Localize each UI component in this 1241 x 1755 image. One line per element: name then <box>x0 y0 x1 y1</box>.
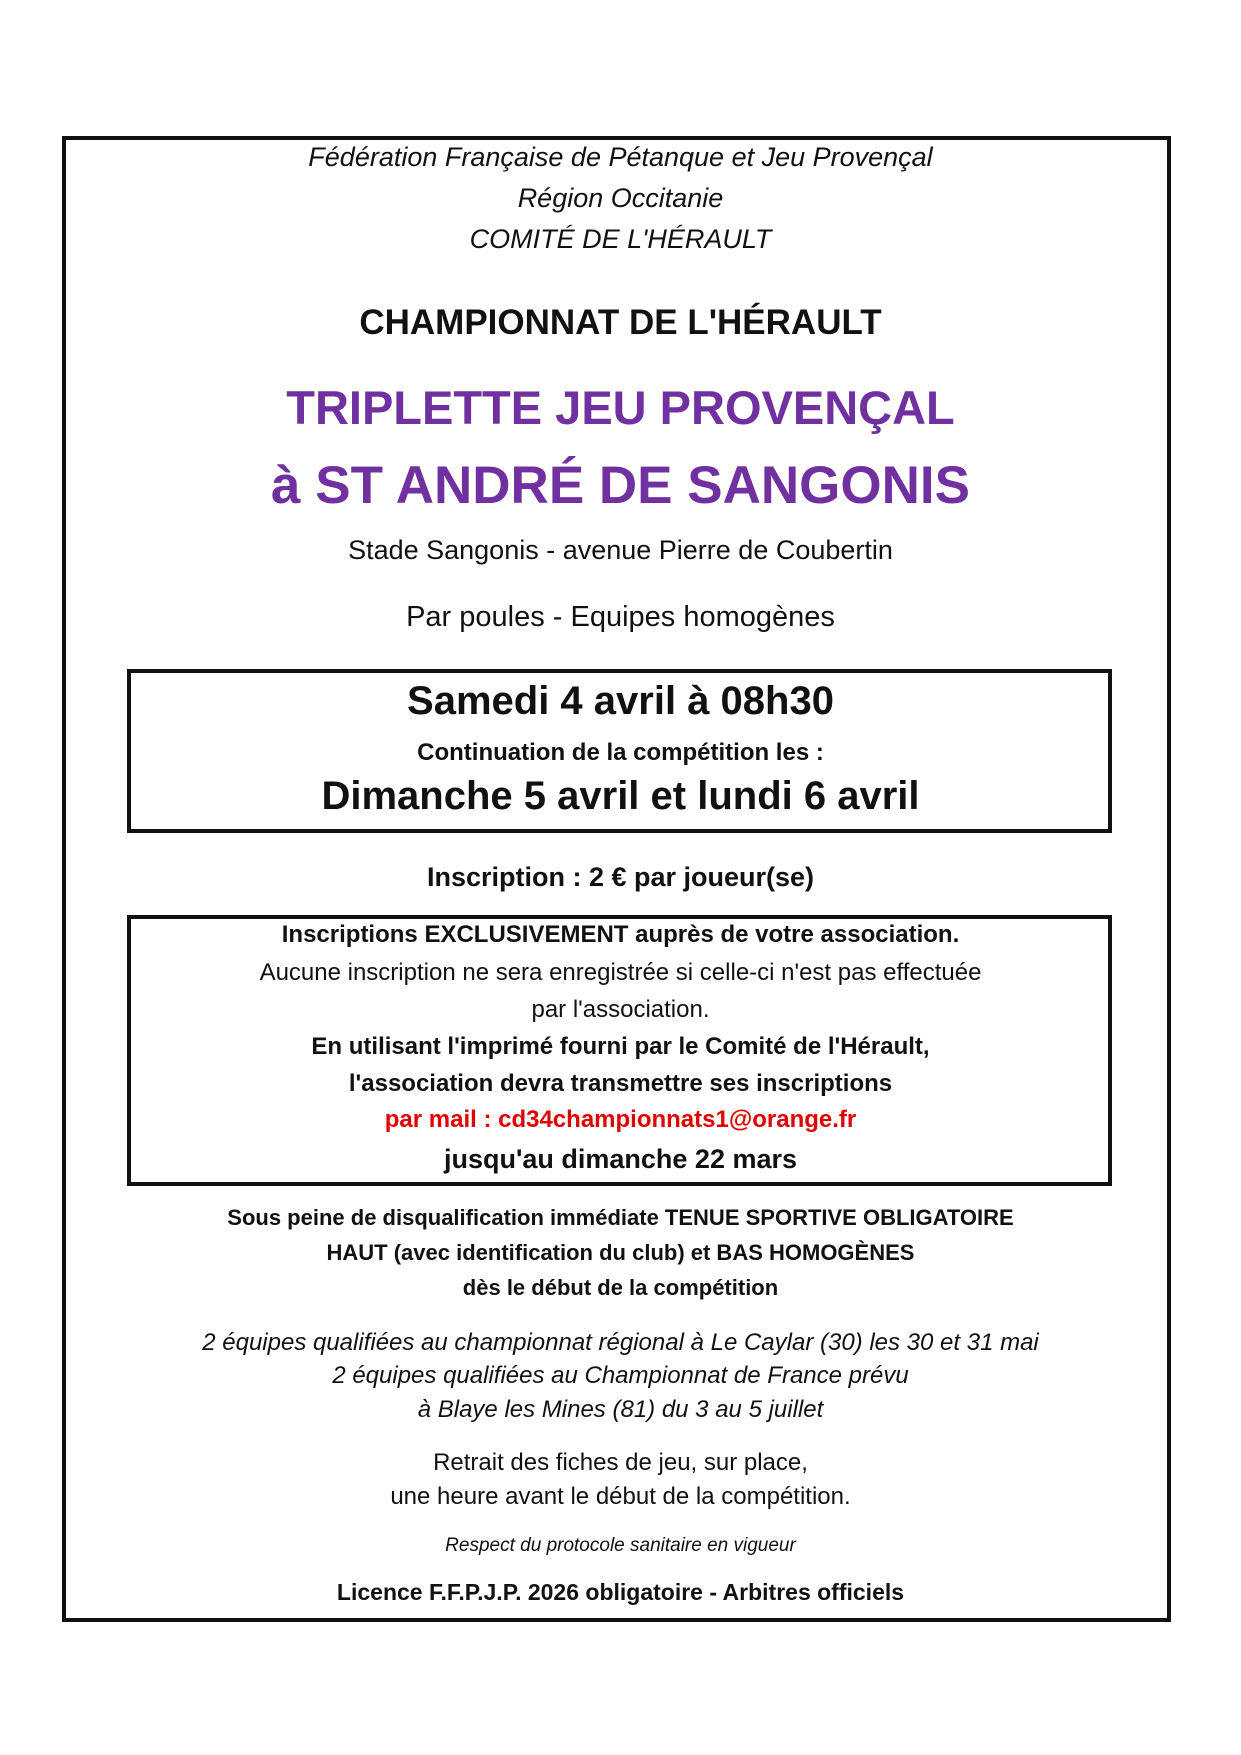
registration-line1: Inscriptions EXCLUSIVEMENT auprès de votre association. <box>281 921 960 948</box>
championship-title: CHAMPIONNAT DE L'HÉRAULT <box>359 303 882 342</box>
continuation-label: Continuation de la compétition les : <box>417 739 824 766</box>
qualification-line1: 2 équipes qualifiées au championnat régional à Le Caylar (30) les 30 et 31 mai <box>202 1329 1039 1356</box>
committee-name: COMITÉ DE L'HÉRAULT <box>469 224 772 254</box>
dress-code-line2: HAUT (avec identification du club) et BAS HOMOGÈNES <box>326 1240 915 1265</box>
registration-deadline: jusqu'au dimanche 22 mars <box>443 1144 798 1174</box>
continuation-dates: Dimanche 5 avril et lundi 6 avril <box>321 774 920 818</box>
registration-line2: Aucune inscription ne sera enregistrée si celle-ci n'est pas effectuée <box>259 959 982 986</box>
competition-format: Par poules - Equipes homogènes <box>406 601 835 633</box>
health-note: Respect du protocole sanitaire en vigueur <box>445 1535 796 1556</box>
event-title-line1: TRIPLETTE JEU PROVENÇAL <box>286 381 955 434</box>
registration-fee: Inscription : 2 € par joueur(se) <box>426 862 815 892</box>
pickup-line1: Retrait des fiches de jeu, sur place, <box>433 1449 808 1476</box>
venue-address: Stade Sangonis - avenue Pierre de Coubertin <box>348 535 893 565</box>
dress-code-line3: dès le début de la compétition <box>462 1275 779 1300</box>
event-title-line2: à ST ANDRÉ DE SANGONIS <box>271 456 970 515</box>
federation-name: Fédération Française de Pétanque et Jeu Provençal <box>308 142 933 172</box>
qualification-line3: à Blaye les Mines (81) du 3 au 5 juillet <box>417 1396 824 1423</box>
license-requirement: Licence F.F.P.J.P. 2026 obligatoire - Arbitres officiels <box>336 1579 905 1605</box>
registration-line5: l'association devra transmettre ses inscriptions <box>348 1070 893 1097</box>
registration-line4: En utilisant l'imprimé fourni par le Comité de l'Hérault, <box>311 1033 930 1060</box>
pickup-line2: une heure avant le début de la compétition. <box>390 1483 851 1510</box>
region-name: Région Occitanie <box>517 183 724 213</box>
registration-line3: par l'association. <box>531 996 710 1023</box>
dress-code-line1: Sous peine de disqualification immédiate TENUE SPORTIVE OBLIGATOIRE <box>227 1205 1014 1230</box>
registration-email: par mail : cd34championnats1@orange.fr <box>384 1106 857 1133</box>
start-date: Samedi 4 avril à 08h30 <box>407 679 834 723</box>
qualification-line2: 2 équipes qualifiées au Championnat de France prévu <box>332 1362 909 1389</box>
